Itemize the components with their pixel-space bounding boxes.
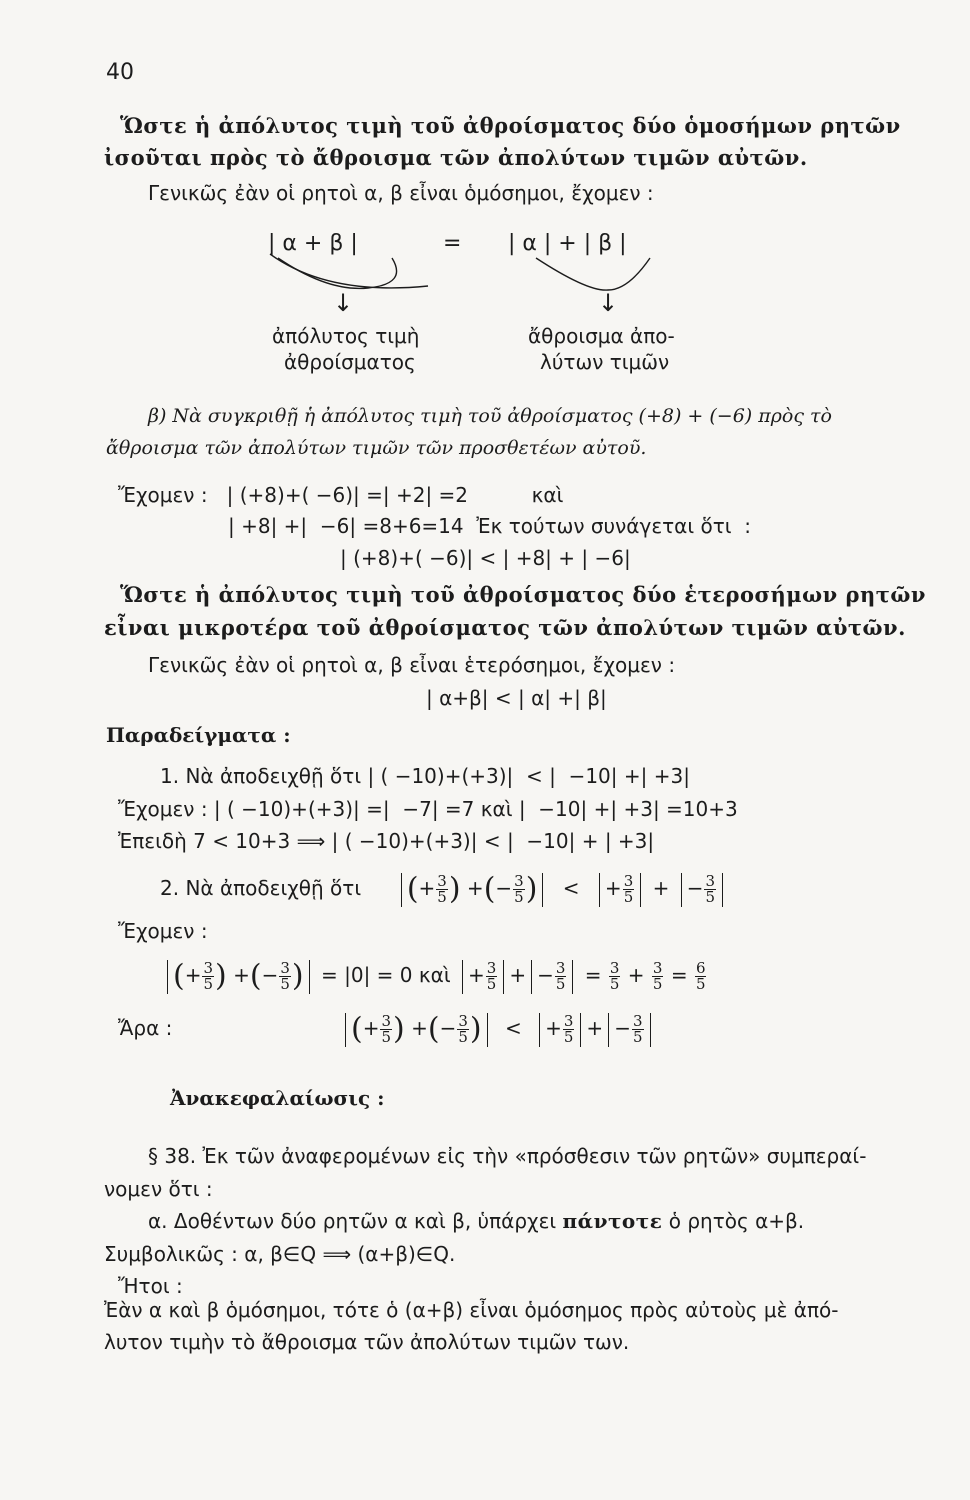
- less-than: <: [504, 1016, 522, 1040]
- kai-word: καὶ: [418, 963, 451, 987]
- example-2-ara: Ἄρα :: [118, 1016, 173, 1040]
- fraction: [652, 961, 664, 992]
- minus-sign: −: [495, 876, 513, 900]
- numerator: 3: [563, 1012, 574, 1030]
- label-sum-of: ἄθροισμα ἀπο-: [528, 324, 675, 348]
- abs-bar: [487, 1013, 488, 1047]
- abs-bar: [650, 1013, 651, 1047]
- plus-sign: +: [509, 963, 527, 987]
- paren: ): [215, 958, 227, 994]
- fraction: [695, 961, 707, 992]
- example-2-computation: [162, 955, 707, 997]
- fraction: [279, 961, 291, 992]
- minus-sign: −: [614, 1016, 631, 1040]
- plus-sign: +: [233, 963, 250, 987]
- abs-bar: [345, 1013, 346, 1047]
- plus-sign: +: [627, 963, 645, 987]
- denominator: 5: [458, 1028, 468, 1046]
- section-38-itoi: Ἤτοι :: [118, 1274, 183, 1298]
- fraction: [563, 1014, 575, 1045]
- plus-sign: +: [362, 1016, 380, 1040]
- abs-bar: [309, 960, 310, 994]
- paren: (: [406, 871, 419, 907]
- paren: (: [173, 958, 185, 994]
- abs-bar: [681, 873, 682, 907]
- abs-zero: |0|: [344, 963, 371, 987]
- abs-bar: [167, 960, 168, 994]
- formula-1-left: | α + β |: [268, 231, 358, 256]
- denominator: 5: [203, 975, 214, 993]
- abs-bar: [542, 873, 543, 907]
- denominator: 5: [280, 975, 290, 993]
- plus-sign: +: [466, 876, 484, 900]
- fraction: [623, 874, 635, 905]
- zero: 0: [399, 963, 413, 987]
- example-2-conclusion: [340, 1008, 656, 1050]
- example-2-statement: [160, 868, 728, 910]
- general-statement-2: Γενικῶς ἐὰν οἱ ρητοὶ α, β εἶναι ἑτερόσημοι, ἔχομεν :: [148, 653, 676, 677]
- numerator: 3: [203, 959, 214, 977]
- abs-bar: [599, 873, 600, 907]
- question-beta-line-1: β) Νὰ συγκριθῇ ἡ ἀπόλυτος τιμὴ τοῦ ἀθροίσματος (+8) + (−6) πρὸς τὸ: [148, 405, 832, 427]
- beta-calc-line-3: | (+8)+( −6)| < | +8| + | −6|: [340, 546, 631, 570]
- abs-bar: [640, 873, 641, 907]
- label-absolute-values: λύτων τιμῶν: [540, 350, 670, 374]
- general-statement-1: Γενικῶς ἐὰν οἱ ρητοὶ α, β εἶναι ὁμόσημοι, ἔχομεν :: [148, 181, 654, 205]
- abs-bar: [608, 1013, 609, 1047]
- numerator: 3: [632, 1012, 643, 1030]
- section-38-line-2: νομεν ὅτι :: [104, 1177, 213, 1201]
- conclusion-1-line-2: ἰσοῦται πρὸς τὸ ἄθροισμα τῶν ἀπολύτων τιμῶν αὐτῶν.: [104, 145, 808, 170]
- alpha-post: ὁ ρητὸς α+β.: [662, 1209, 805, 1233]
- arrow-down-left: ↓: [333, 289, 354, 317]
- section-38-last-line-1: Ἐὰν α καὶ β ὁμόσημοι, τότε ὁ (α+β) εἶναι ὁμόσημος πρὸς αὐτοὺς μὲ ἀπό-: [104, 1298, 839, 1322]
- section-38-last-line-2: λυτον τιμὴν τὸ ἄθροισμα τῶν ἀπολύτων τιμῶν των.: [104, 1330, 630, 1354]
- abs-bar: [462, 960, 463, 994]
- recap-heading: Ἀνακεφαλαίωσις :: [170, 1086, 385, 1110]
- numerator: 3: [705, 872, 716, 890]
- abs-bar: [580, 1013, 581, 1047]
- less-than: <: [562, 876, 580, 900]
- section-38-line-1: § 38. Ἐκ τῶν ἀναφερομένων εἰς τὴν «πρόσθεσιν τῶν ρητῶν» συμπεραί-: [148, 1144, 867, 1168]
- numerator: 3: [652, 959, 663, 977]
- example-1-line-3: Ἐπειδὴ 7 < 10+3 ⟹ | ( −10)+(+3)| < | −10| + | +3|: [118, 829, 655, 853]
- abs-bar: [572, 960, 573, 994]
- denominator: 5: [609, 975, 620, 993]
- abs-bar: [531, 960, 532, 994]
- question-beta-line-2: ἄθροισμα τῶν ἀπολύτων τιμῶν τῶν προσθετέων αὐτοῦ.: [106, 437, 647, 459]
- formula-1-right: | α | + | β |: [508, 231, 627, 256]
- minus-sign: −: [261, 963, 279, 987]
- minus-sign: −: [537, 963, 554, 987]
- minus-sign: −: [686, 876, 704, 900]
- label-of-sum: ἀθροίσματος: [284, 350, 416, 374]
- denominator: 5: [623, 888, 634, 906]
- fraction: [555, 961, 567, 992]
- denominator: 5: [486, 975, 497, 993]
- numerator: 3: [555, 959, 566, 977]
- numerator: 3: [280, 959, 290, 977]
- denominator: 5: [514, 888, 524, 906]
- alpha-always: πάντοτε: [562, 1209, 663, 1233]
- paren: ): [469, 1011, 482, 1047]
- numerator: 3: [486, 959, 497, 977]
- plus-sign: +: [586, 1016, 604, 1040]
- numerator: 6: [695, 959, 706, 977]
- abs-bar: [503, 960, 504, 994]
- paren: ): [525, 871, 538, 907]
- denominator: 5: [705, 888, 716, 906]
- fraction: [513, 874, 525, 905]
- denominator: 5: [381, 1028, 392, 1046]
- plus-sign: +: [604, 876, 622, 900]
- label-absolute-value: ἀπόλυτος τιμὴ: [272, 324, 420, 348]
- example-2-prefix: 2. Νὰ ἀποδειχθῇ ὅτι: [160, 876, 362, 900]
- examples-heading: Παραδείγματα :: [106, 723, 291, 747]
- fraction: [486, 961, 498, 992]
- fraction: [202, 961, 214, 992]
- numerator: 3: [381, 1012, 392, 1030]
- example-1-line-1: 1. Νὰ ἀποδειχθῇ ὅτι | ( −10)+(+3)| < | −10| +| +3|: [160, 764, 690, 788]
- denominator: 5: [695, 975, 706, 993]
- equals-sign: =: [584, 963, 602, 987]
- fraction: [380, 1014, 392, 1045]
- paren: ): [448, 871, 461, 907]
- arrow-down-right: ↓: [598, 289, 619, 317]
- plus-sign: +: [652, 876, 670, 900]
- denominator: 5: [437, 888, 447, 906]
- section-38-alpha: [148, 1208, 804, 1234]
- paren: (: [249, 958, 262, 994]
- paren: ): [291, 958, 304, 994]
- equals-sign: =: [320, 963, 338, 987]
- formula-1-equals: =: [443, 231, 462, 256]
- plus-sign: +: [184, 963, 202, 987]
- paren: (: [427, 1011, 440, 1047]
- conclusion-2-line-1: Ὥστε ἡ ἀπόλυτος τιμὴ τοῦ ἀθροίσματος δύο ἑτεροσήμων ρητῶν: [120, 582, 926, 607]
- fraction: [704, 874, 716, 905]
- plus-sign: +: [545, 1016, 562, 1040]
- fraction: [457, 1014, 469, 1045]
- abs-bar: [539, 1013, 540, 1047]
- beta-calc-line-2: | +8| +| −6| =8+6=14 Ἐκ τούτων συνάγεται ὅτι :: [228, 514, 751, 538]
- numerator: 3: [458, 1012, 468, 1030]
- numerator: 3: [437, 872, 447, 890]
- denominator: 5: [652, 975, 663, 993]
- paren: (: [483, 871, 496, 907]
- abs-bar: [401, 873, 402, 907]
- fraction: [632, 1014, 644, 1045]
- section-38-symbolic: Συμβολικῶς : α, β∈Q ⟹ (α+β)∈Q.: [104, 1242, 456, 1266]
- beta-calc-line-1: Ἔχομεν : | (+8)+( −6)| =| +2| =2 καὶ: [118, 483, 564, 507]
- paren: ): [393, 1011, 405, 1047]
- page-number: 40: [106, 60, 134, 85]
- equals-sign: =: [670, 963, 688, 987]
- fraction: [436, 874, 448, 905]
- conclusion-2-line-2: εἶναι μικροτέρα τοῦ ἀθροίσματος τῶν ἀπολύτων τιμῶν αὐτῶν.: [104, 615, 906, 640]
- example-2-echomen: Ἔχομεν :: [118, 919, 208, 943]
- numerator: 3: [623, 872, 634, 890]
- denominator: 5: [632, 1028, 643, 1046]
- alpha-pre: α. Δοθέντων δύο ρητῶν α καὶ β, ὑπάρχει: [148, 1209, 563, 1233]
- minus-sign: −: [439, 1016, 457, 1040]
- plus-sign: +: [468, 963, 485, 987]
- formula-2: | α+β| < | α| +| β|: [426, 686, 607, 710]
- paren: (: [351, 1011, 363, 1047]
- equals-sign: =: [376, 963, 394, 987]
- abs-bar: [722, 873, 723, 907]
- example-1-line-2: Ἔχομεν : | ( −10)+(+3)| =| −7| =7 καὶ | −10| +| +3| =10+3: [118, 797, 738, 821]
- fraction: [609, 961, 621, 992]
- denominator: 5: [555, 975, 566, 993]
- plus-sign: +: [411, 1016, 428, 1040]
- numerator: 3: [514, 872, 524, 890]
- plus-sign: +: [418, 876, 436, 900]
- denominator: 5: [563, 1028, 574, 1046]
- numerator: 3: [609, 959, 620, 977]
- conclusion-1-line-1: Ὥστε ἡ ἀπόλυτος τιμὴ τοῦ ἀθροίσματος δύο ὁμοσήμων ρητῶν: [120, 113, 901, 138]
